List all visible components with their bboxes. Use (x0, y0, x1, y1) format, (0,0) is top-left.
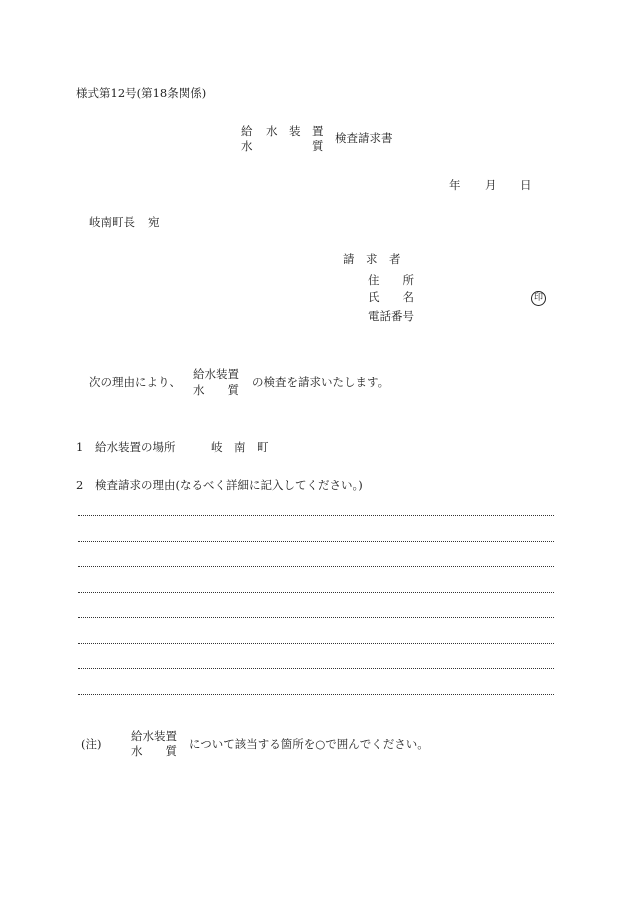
note-text: について該当する箇所を○で囲んでください。 (189, 737, 429, 751)
name-label: 氏 名 (368, 290, 414, 304)
writing-line[interactable] (78, 515, 554, 516)
title-char: 水 (266, 124, 278, 138)
title-suffix: 検査請求書 (335, 131, 393, 145)
date-day: 日 (520, 178, 532, 192)
title-char: 装 (289, 124, 301, 138)
note-option-quality: 水 質 (131, 744, 177, 758)
date-month: 月 (485, 178, 497, 192)
title-char: 質 (312, 139, 324, 153)
location-value: 岐 南 町 (211, 440, 269, 454)
addressee-name: 岐南町長 (89, 215, 135, 229)
item-number: 2 (76, 478, 84, 492)
date-year: 年 (449, 178, 461, 192)
writing-line[interactable] (78, 617, 554, 618)
requester-heading: 請 求 者 (343, 252, 401, 266)
writing-line[interactable] (78, 566, 554, 567)
item-label: 給水装置の場所 (95, 440, 176, 454)
item-label: 検査請求の理由(なるべく詳細に記入してください。) (95, 478, 363, 492)
writing-line[interactable] (78, 668, 554, 669)
note-option-supply: 給水装置 (131, 729, 177, 743)
note-label: (注) (81, 737, 102, 751)
form-number: 様式第12号(第18条関係) (76, 86, 207, 100)
title-char: 置 (312, 124, 324, 138)
request-suffix: の検査を請求いたします。 (252, 375, 390, 389)
seal-icon: 印 (531, 291, 546, 306)
request-prefix: 次の理由により、 (89, 375, 181, 389)
addressee-honorific: 宛 (148, 215, 160, 229)
title-char: 水 (241, 139, 253, 153)
address-label: 住 所 (368, 273, 414, 287)
writing-line[interactable] (78, 694, 554, 695)
writing-line[interactable] (78, 643, 554, 644)
writing-line[interactable] (78, 592, 554, 593)
request-option-quality: 水 質 (193, 383, 239, 397)
item-number: 1 (76, 440, 84, 454)
writing-line[interactable] (78, 541, 554, 542)
title-char: 給 (241, 124, 253, 138)
phone-label: 電話番号 (368, 309, 414, 323)
request-option-supply: 給水装置 (193, 367, 239, 381)
